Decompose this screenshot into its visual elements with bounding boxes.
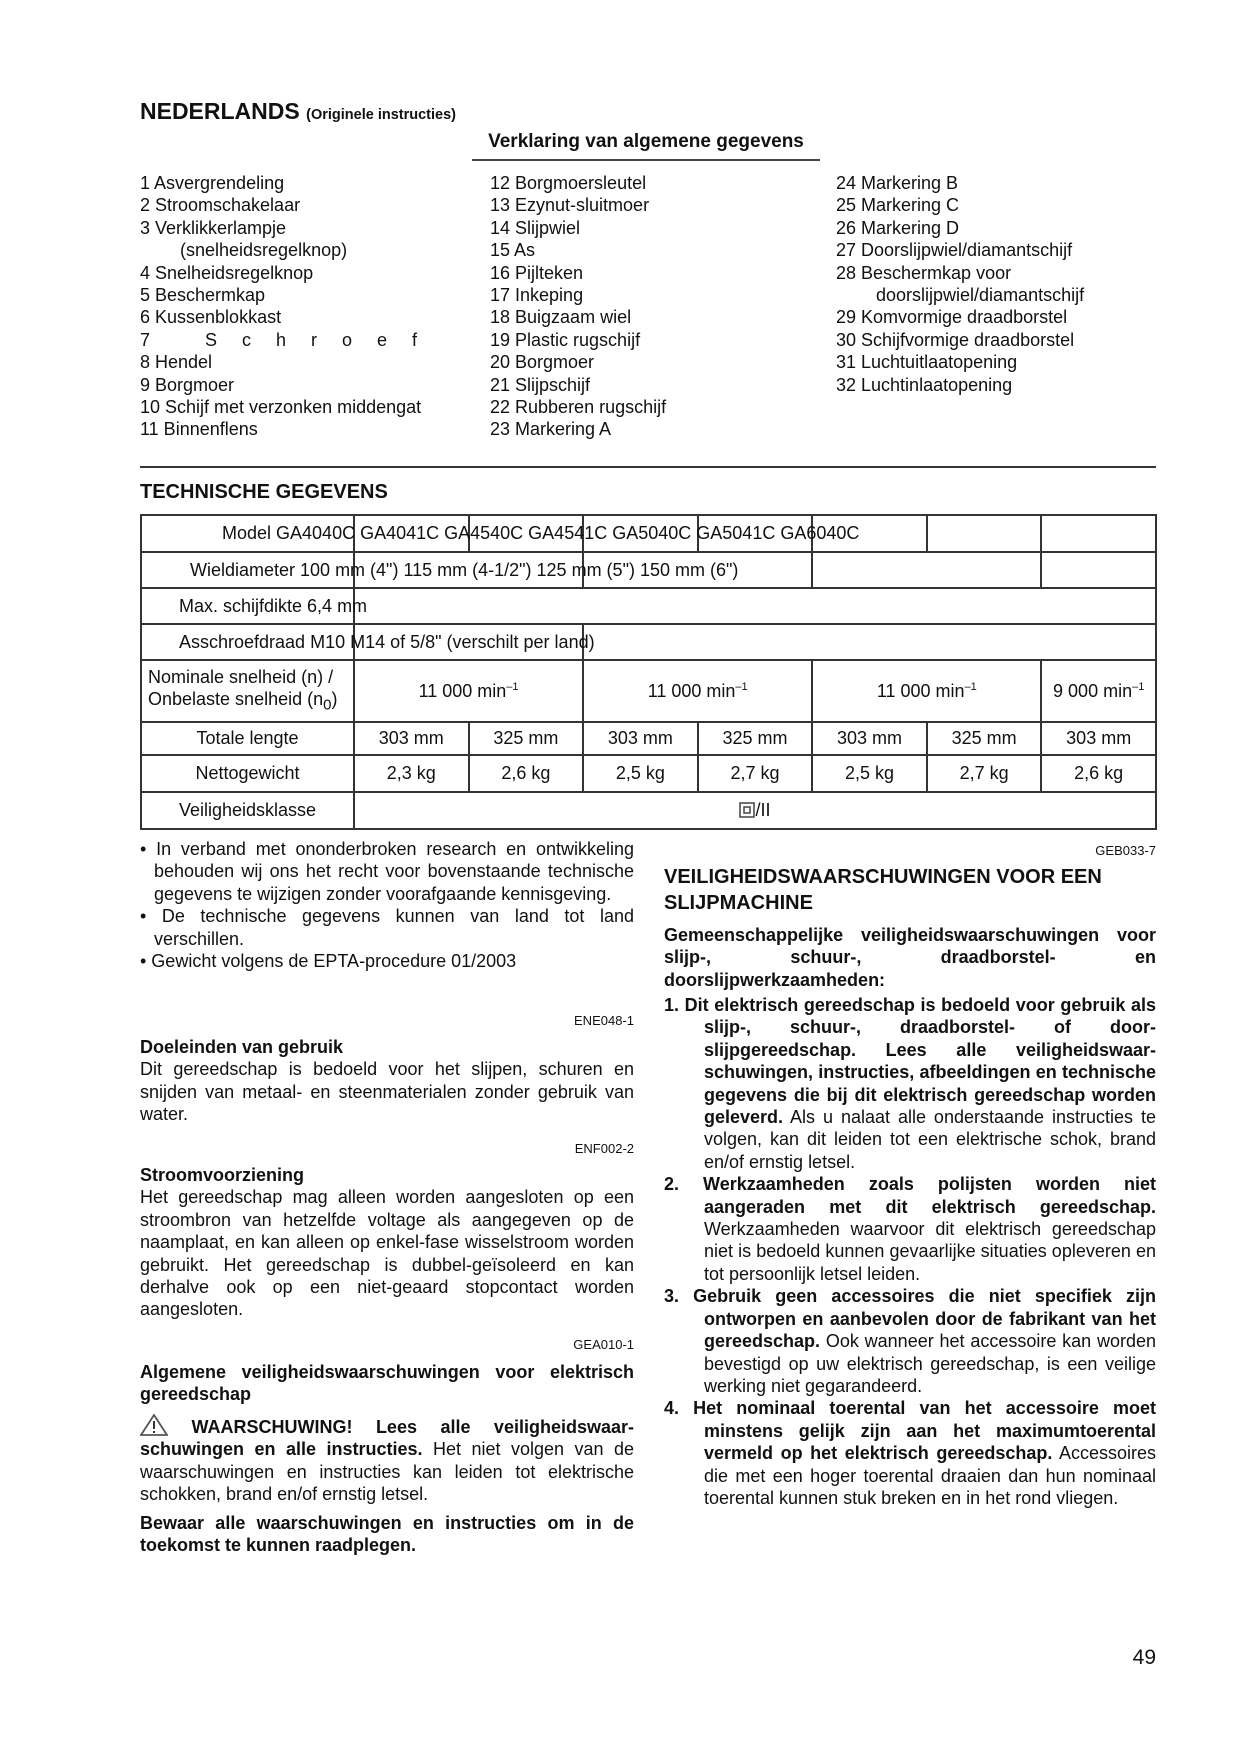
legend-item: 16 Pijlteken xyxy=(490,262,584,283)
warning-bold: WAARSCHUWING! Lees alle veiligheidswaar-schuwingen en alle instructies. xyxy=(140,1417,634,1460)
safety-item-text: Ook wanneer het accessoire kan worden bevestigd op uw elektrisch gereedschap, is een veilige werking niet gegarandeerd. xyxy=(704,1331,1156,1396)
speed-cell: 11 000 $\min^{-1}$ xyxy=(812,660,1041,722)
length-cell: 303 mm xyxy=(812,722,927,755)
doc-code: GEB033-7 xyxy=(1095,843,1156,858)
safety-item-bold: 4. Het nominaal toerental van het accessoire moet minstens gelijk zijn aan het maximumtoerental vermeld op het elektrisch gereedschap. xyxy=(664,1398,1156,1464)
class-row xyxy=(141,792,1156,829)
speed-label-2: Onbelaste snelheid (n xyxy=(148,688,324,709)
class-cell xyxy=(354,792,1156,829)
legend-item: 23 Markering A xyxy=(490,419,612,440)
legend-item: 12 Borgmoersleutel xyxy=(490,173,647,193)
safety-item-text: Accessoires die met een hoger toerental draaien dan hun nominaal toerental kunnen stuk breken en in het rond vliegen. xyxy=(704,1443,1156,1508)
language-title: NEDERLANDS xyxy=(140,98,300,124)
legend-item: 22 Rubberen rugschijf xyxy=(490,397,667,418)
length-row xyxy=(141,722,1156,755)
warning-text: Het niet volgen van de waarschuwingen en instructies kan leiden tot elektrische schokken, brand en/of ernstig letsel. xyxy=(140,1439,634,1505)
speed-cell: 9 000 $\min^{-1}$ xyxy=(1041,660,1156,722)
legend-item: 13 Ezynut-sluitmoer xyxy=(490,195,650,216)
legend-item: 21 Slijpschijf xyxy=(490,374,591,395)
bullet-list xyxy=(140,838,634,972)
doc-code: ENE048-1 xyxy=(574,1013,634,1028)
safety-list xyxy=(664,994,1156,1509)
speed-cell: 11 000 $\min^{-1}$ xyxy=(583,660,812,722)
power-title: Stroomvoorziening xyxy=(140,1165,305,1185)
speed-label-1: Nominale snelheid (n) / xyxy=(148,666,334,687)
safety-item-text: Werkzaamheden waarvoor dit elektrisch gereedschap niet is bedoeld kunnen gevaarlijke situaties opleveren en tot persoonlijk letsel leiden. xyxy=(704,1219,1156,1284)
length-cell: 303 mm xyxy=(354,722,469,755)
speed-label-end: ) xyxy=(331,688,338,709)
legend-item: 19 Plastic rugschijf xyxy=(490,329,641,350)
legend-item: 9 Borgmoer xyxy=(140,374,235,395)
length-cell: 325 mm xyxy=(927,722,1042,755)
weight-row xyxy=(141,755,1156,792)
grinder-safety-title: VEILIGHEIDSWAARSCHUWINGEN VOOR EEN SLIJPMACHINE xyxy=(664,866,1102,914)
use-title: Doeleinden van gebruik xyxy=(140,1037,344,1057)
legend-column-2 xyxy=(490,172,666,441)
safety-item xyxy=(664,1173,1156,1285)
legend-item: 2 Stroomschakelaar xyxy=(140,195,301,216)
legend-item: 15 As xyxy=(490,240,536,261)
class-value: /II xyxy=(755,800,771,820)
model-row-text: Model GA4040C GA4041C GA4540C GA4541C GA5040C GA5041C GA6040C xyxy=(222,523,860,543)
tech-heading: TECHNISCHE GEGEVENS xyxy=(140,481,388,503)
legend-item: 17 Inkeping xyxy=(490,285,584,306)
speed-row xyxy=(141,660,1156,722)
doc-code: GEA010-1 xyxy=(573,1337,634,1352)
language-heading xyxy=(140,98,456,125)
double-insulation-icon xyxy=(739,802,755,818)
speed-cell: 11 000 $\min^{-1}$ xyxy=(354,660,583,722)
class-label: Veiligheidsklasse xyxy=(141,792,354,829)
keep-instructions: Bewaar alle waarschuwingen en instructies om in de toekomst te kunnen raadplegen. xyxy=(140,1513,634,1556)
length-cell: 325 mm xyxy=(469,722,584,755)
bullet-item: • De technische gegevens kunnen van land tot land verschillen. xyxy=(140,906,634,949)
safety-item xyxy=(664,994,1156,1173)
legend-item: 28 Beschermkap voor xyxy=(836,262,1012,283)
legend-item: 26 Markering D xyxy=(836,217,960,238)
use-section xyxy=(140,1036,634,1126)
legend-item: 6 Kussenblokkast xyxy=(140,307,282,328)
safety-item-bold: 3. Gebruik geen accessoires die niet specifiek zijn ontworpen en aanbevolen door de fabrikant van het gereedschap. xyxy=(664,1286,1156,1352)
weight-cell: 2,5 kg xyxy=(812,755,927,792)
legend-item: 20 Borgmoer xyxy=(490,352,595,373)
bullet-item: • Gewicht volgens de EPTA-procedure 01/2003 xyxy=(140,951,517,972)
doc-code: ENF002-2 xyxy=(574,1141,634,1156)
legend-column-3 xyxy=(836,172,1084,396)
warning-paragraph xyxy=(140,1414,634,1506)
spec-table xyxy=(140,514,1157,830)
wheel-row xyxy=(141,552,1156,588)
wheel-row-text: Wieldiameter 100 mm (4") 115 mm (4-1/2") 125 mm (5") 150 mm (6") xyxy=(190,559,739,580)
model-row xyxy=(141,515,1156,552)
safety-item xyxy=(664,1397,1156,1509)
weight-cell: 2,7 kg xyxy=(698,755,813,792)
safety-item-bold: 2. Werkzaamheden zoals polijsten worden niet aangeraden met dit elektrisch gereedschap. xyxy=(664,1174,1156,1217)
weight-cell: 2,6 kg xyxy=(469,755,584,792)
legend-item: 1 Asvergrendeling xyxy=(140,173,285,193)
use-text: Dit gereedschap is bedoeld voor het slijpen, schuren en snijden van metaal- en steenmaterialen zonder gebruik van water. xyxy=(140,1059,634,1125)
weight-cell: 2,7 kg xyxy=(927,755,1042,792)
weight-cell: 2,3 kg xyxy=(354,755,469,792)
legend-item: 18 Buigzaam wiel xyxy=(490,307,632,328)
legend-item: 14 Slijpwiel xyxy=(490,217,581,238)
length-cell: 303 mm xyxy=(1041,722,1156,755)
legend-item: 29 Komvormige draadborstel xyxy=(836,307,1068,328)
length-cell: 303 mm xyxy=(583,722,698,755)
safety-item-text: Als u nalaat alle onderstaande instructies te volgen, kan dit leiden tot een elektrische schok, brand en/of ernstig letsel. xyxy=(704,1107,1156,1172)
bullet-item: • In verband met ononderbroken research en ontwikkeling behouden wij ons het recht voor bovenstaande technische gegevens te wijzigen zonder voorafgaande kennisgeving. xyxy=(140,839,634,904)
weight-label: Nettogewicht xyxy=(141,755,354,792)
thickness-row-text: Max. schijfdikte 6,4 mm xyxy=(179,595,368,616)
section-heading: Verklaring van algemene gegevens xyxy=(472,131,820,161)
thickness-row xyxy=(141,588,1156,624)
legend-item: 4 Snelheidsregelknop xyxy=(140,262,314,283)
weight-cell: 2,6 kg xyxy=(1041,755,1156,792)
legend-item: 32 Luchtinlaatopening xyxy=(836,374,1013,395)
legend-item: 11 Binnenflens xyxy=(140,419,258,440)
legend-item: 8 Hendel xyxy=(140,352,213,373)
legend-item: 10 Schijf met verzonken middengat xyxy=(140,397,422,418)
length-cell: 325 mm xyxy=(698,722,813,755)
legend-item: 27 Doorslijpwiel/diamantschijf xyxy=(836,240,1073,261)
general-title: Algemene veiligheidswaarschuwingen voor elektrisch gereedschap xyxy=(140,1362,634,1405)
speed-label xyxy=(141,660,354,722)
legend-item: 31 Luchtuitlaatopening xyxy=(836,352,1018,373)
power-text: Het gereedschap mag alleen worden aangesloten op een stroombron van hetzelfde voltage als aangegeven op de naamplaat, en kan alleen op enkel-fase wisselstroom worden gebruikt. Het gereedschap is dubbel-geïsoleerd en kan derhalve ook op een niet-geaard stopcontact worden aangesloten. xyxy=(140,1187,634,1320)
language-subtitle: (Originele instructies) xyxy=(306,107,456,123)
divider xyxy=(140,466,1156,468)
thread-row xyxy=(141,624,1156,660)
legend-item-continuation: doorslijpwiel/diamantschijf xyxy=(876,285,1085,306)
weight-cell: 2,5 kg xyxy=(583,755,698,792)
legend-item: 3 Verklikkerlampje xyxy=(140,217,287,238)
legend-item: 24 Markering B xyxy=(836,173,959,193)
speed-label-sub: 0 xyxy=(323,696,332,714)
page-number: 49 xyxy=(1132,1646,1156,1669)
safety-item xyxy=(664,1285,1156,1397)
thread-row-text: Asschroefdraad M10 M14 of 5/8" (verschilt per land) xyxy=(179,631,595,652)
legend-item: 30 Schijfvormige draadborstel xyxy=(836,329,1075,350)
grinder-safety-subtitle: Gemeenschappelijke veiligheidswaarschuwingen voor slijp-, schuur-, draadborstel- en doorslijpwerkzaamheden: xyxy=(664,925,1156,990)
legend-item: 5 Beschermkap xyxy=(140,285,266,306)
safety-item-bold: 1. Dit elektrisch gereedschap is bedoeld voor gebruik als slijp-, schuur-, draadborstel- of door-slijpgereedschap. Lees alle veiligheidswaar-schuwingen, instructies, afbeeldingen en technische gegevens die bij dit elektrisch gereedschap worden geleverd. xyxy=(664,995,1156,1128)
legend-item: 25 Markering C xyxy=(836,195,960,216)
length-label: Totale lengte xyxy=(141,722,354,755)
legend-item: 7 Schroef xyxy=(140,329,443,350)
legend-column-1 xyxy=(140,172,442,441)
power-section xyxy=(140,1164,634,1321)
legend-item-continuation: (snelheidsregelknop) xyxy=(180,240,348,261)
warning-triangle-icon xyxy=(140,1414,168,1436)
